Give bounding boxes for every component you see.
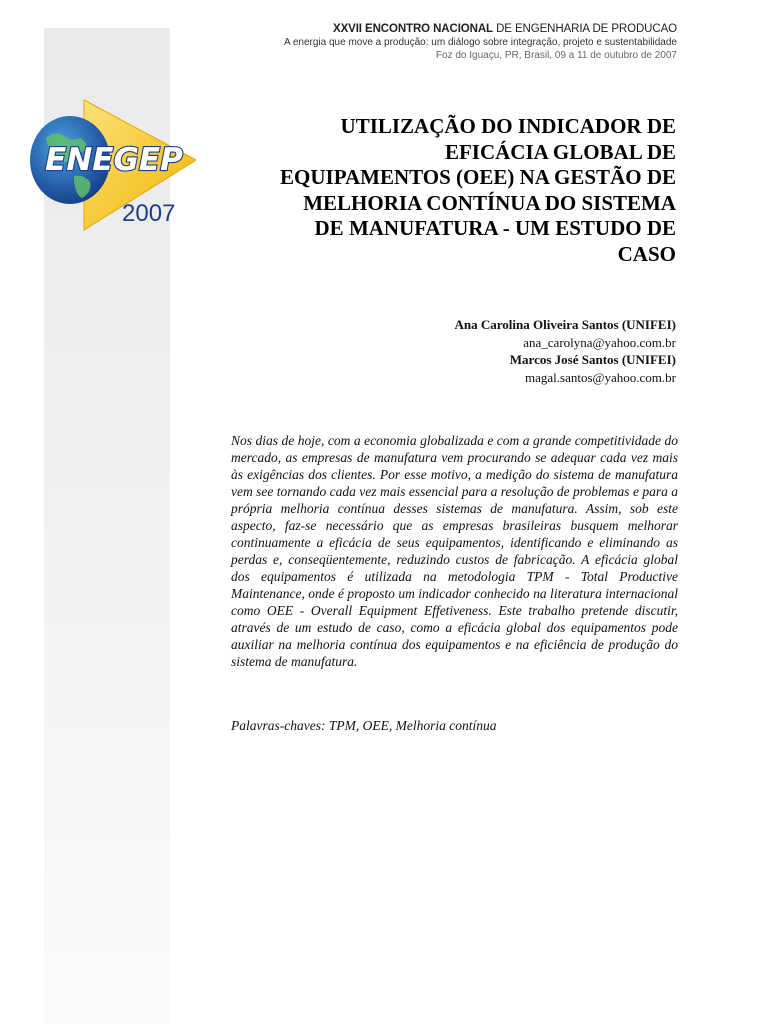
conference-name: XXVII ENCONTRO NACIONAL DE ENGENHARIA DE PRODUCAO [333, 23, 677, 35]
author-block [455, 316, 677, 386]
conference-location-date: Foz do Iguaçu, PR, Brasil, 09 a 11 de outubro de 2007 [435, 50, 677, 61]
svg-text:ENEGEP: ENEGEP [45, 142, 183, 178]
conference-header [284, 22, 677, 62]
author-email: magal.santos@yahoo.com.br [525, 369, 676, 385]
logo-year: 2007 [122, 200, 176, 227]
author-email: ana_carolyna@yahoo.com.br [523, 334, 676, 350]
conference-theme: A energia que move a produção: um diálogo sobre integração, projeto e sustentabilidade [283, 37, 677, 48]
abstract: Nos dias de hoje, com a economia globalizada e com a grande competitividade do mercado, as empresas de manufatura vem procurando se adequar cada vez mais às exigências dos clientes. Por esse motivo, a medição do sistema de manufatura vem see tornando cada vez mais essencial para a resolução de problemas e para a própria melhoria contínua desses sistemas de manufatura. Assim, sob este aspecto, faz-se necessário que as empresas brasileiras busquem melhorar continuamente a eficácia de seus equipamentos, identificando e eliminando as perdas e, conseqüentemente, reduzindo custos de fabricação. A eficácia global dos equipamentos é utilizada na metodologia TPM - Total Productive Maintenance, onde é proposto um indicador conhecido na literatura internacional como OEE - Overall Equipment Effetiveness. Este trabalho pretende discutir, através de um estudo de caso, como a eficácia global dos equipamentos pode auxiliar na melhoria contínua dos equipamentos e na eficiência de produção do sistema de manufatura. [231, 433, 678, 669]
paper-title: UTILIZAÇÃO DO INDICADOR DE EFICÁCIA GLOBAL DE EQUIPAMENTOS (OEE) NA GESTÃO DE MELHORIA CONTÍNUA DO SISTEMA DE MANUFATURA - UM ESTUDO DE CASO [280, 114, 676, 266]
author-name: Marcos José Santos (UNIFEI) [509, 352, 676, 367]
author-name: Ana Carolina Oliveira Santos (UNIFEI) [454, 317, 676, 332]
keywords: Palavras-chaves: TPM, OEE, Melhoria contínua [231, 718, 497, 733]
